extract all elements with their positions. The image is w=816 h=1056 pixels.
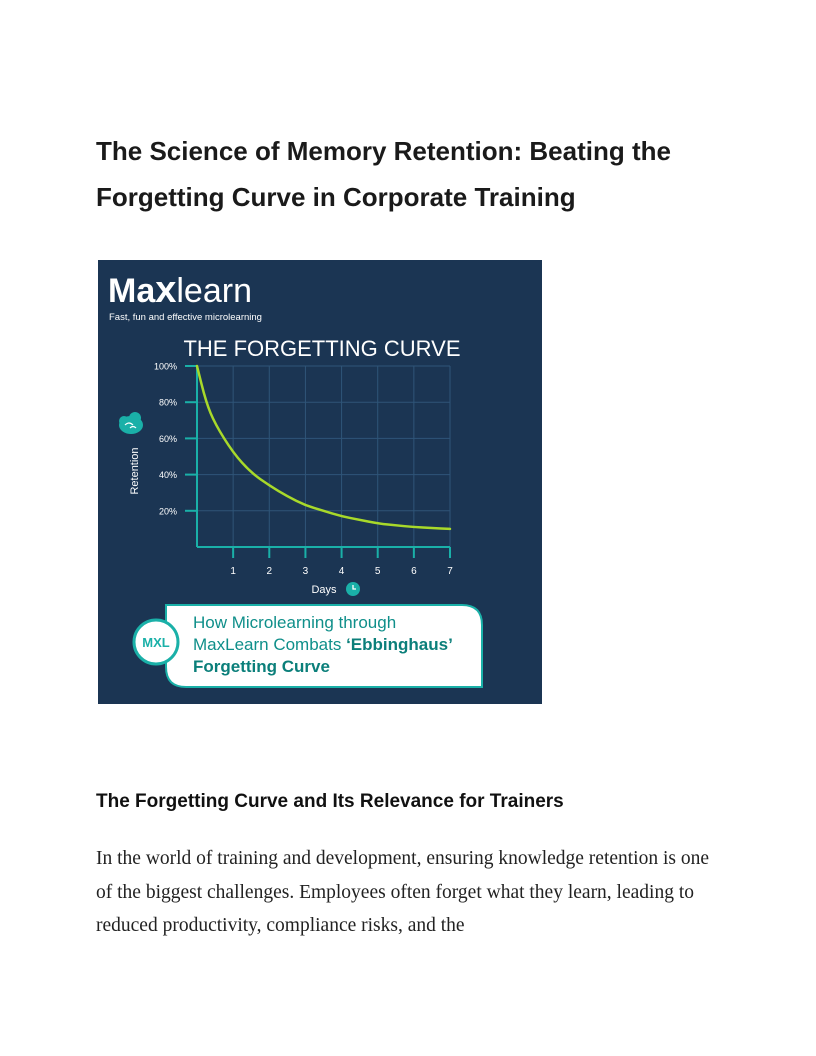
page-title: The Science of Memory Retention: Beating the Forgetting Curve in Corporate Training: [96, 136, 671, 212]
chart-axes: [197, 366, 450, 547]
brand-logo-part1: Ma: [108, 272, 156, 310]
chart-title: THE FORGETTING CURVE: [183, 336, 461, 361]
brain-icon: [119, 412, 143, 434]
card-line-2-emphasis: ‘Ebbinghaus’: [346, 635, 453, 654]
y-tick-label-60: 60%: [158, 433, 177, 444]
x-axis-label: Days: [311, 584, 337, 596]
forgetting-curve-line: [197, 366, 450, 529]
y-tick-label-100: 100%: [153, 361, 177, 372]
body-paragraph: In the world of training and development, ensuring knowledge retention is one of the biggest challenges. Employees often forget what they learn, leading to reduced productivity, compliance risks, and the: [96, 848, 710, 936]
forgetting-curve-banner: [98, 260, 542, 704]
clock-icon: [346, 582, 360, 596]
chart-series: [197, 366, 450, 529]
card-line-3: Forgetting Curve: [193, 657, 330, 676]
mxl-badge-text: MXL: [142, 635, 170, 650]
x-tick-label-5: 5: [374, 566, 381, 577]
x-tick-label-1: 1: [230, 566, 236, 577]
y-tick-label-20: 20%: [158, 506, 177, 517]
brand-logo-part2: x: [155, 269, 177, 311]
section-heading: The Forgetting Curve and Its Relevance for Trainers: [96, 791, 564, 812]
info-card: [134, 605, 482, 687]
card-line-2: [193, 635, 453, 654]
y-axis-label: Retention: [129, 447, 141, 495]
card-line-1: How Microlearning through: [193, 613, 397, 632]
x-tick-label-6: 6: [411, 566, 417, 577]
chart-grid: [197, 366, 450, 547]
y-tick-label-40: 40%: [158, 470, 177, 481]
brand-tagline: Fast, fun and effective microlearning: [109, 312, 262, 323]
brand-logo-part3: learn: [176, 272, 252, 310]
brand-logo: [108, 269, 252, 311]
chart-ticks: [154, 362, 453, 578]
x-tick-label-3: 3: [302, 566, 309, 577]
banner-graphic: [98, 260, 542, 704]
x-tick-label-7: 7: [447, 566, 453, 577]
card-line-2-prefix: MaxLearn Combats: [193, 635, 347, 654]
x-tick-label-2: 2: [266, 566, 273, 577]
y-tick-label-80: 80%: [158, 397, 177, 408]
x-tick-label-4: 4: [338, 566, 345, 577]
